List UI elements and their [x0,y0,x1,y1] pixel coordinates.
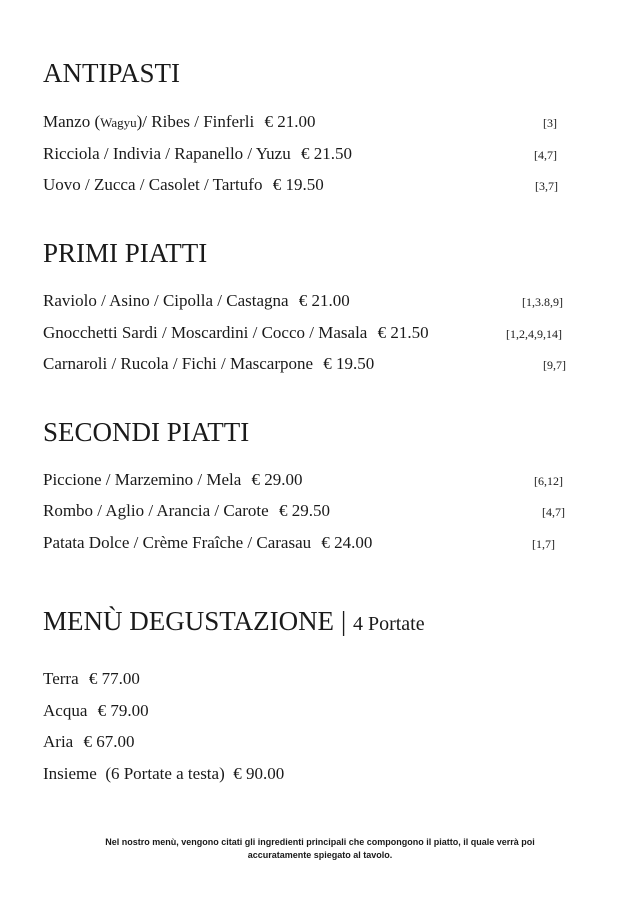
dish-name: Uovo / Zucca / Casolet / Tartufo [43,175,263,194]
dish-name: Piccione / Marzemino / Mela [43,470,242,489]
tasting-price: € 77.00 [88,669,140,688]
dish-price: € 29.50 [278,501,330,520]
menu-item [43,534,372,551]
tasting-name: Terra [43,669,79,688]
allergen-codes: [1,2,4,9,14] [506,327,562,341]
dish-price: € 29.00 [251,470,303,489]
tasting-menu-item [43,765,284,782]
dish-name: Ricciola / Indivia / Rapanello / Yuzu [43,144,291,163]
menu-item [43,471,303,488]
dish-price: € 21.50 [300,144,352,163]
section-title-degustazione [43,608,425,635]
allergen-codes: [1,7] [532,537,555,551]
tasting-name: Aria [43,732,74,751]
allergen-codes: [4,7] [542,505,565,519]
dish-name: Carnaroli / Rucola / Fichi / Mascarpone [43,354,314,373]
allergen-codes: [1,3.8,9] [522,295,563,309]
tasting-menu-item [43,702,149,719]
dish-name: Gnocchetti Sardi / Moscardini / Cocco / Masala [43,323,368,342]
allergen-codes: [4,7] [534,148,557,162]
dish-name: Patata Dolce / Crème Fraîche / Carasau [43,533,312,552]
tasting-menu-item [43,670,140,687]
dish-price: € 19.50 [272,175,324,194]
section-title-antipasti: ANTIPASTI [43,58,181,88]
tasting-price: € 67.00 [83,732,135,751]
menu-item [43,292,350,309]
dish-name: Manzo ( [43,112,101,131]
dish-name: )/ Ribes / Finferli [136,112,255,131]
menu-item [43,355,374,372]
title-separator: | [340,606,347,636]
allergen-codes: [9,7] [543,358,566,372]
degustazione-title: MENÙ DEGUSTAZIONE [43,606,335,636]
tasting-price: € 90.00 [233,764,285,783]
section-title-secondi: SECONDI PIATTI [43,417,250,447]
menu-item [43,176,324,193]
footer-line: Nel nostro menù, vengono citati gli ingredienti principali che compongono il piatto, il quale verrà poi [105,837,535,847]
tasting-price: € 79.00 [97,701,149,720]
dish-price: € 21.00 [298,291,350,310]
dish-name-small: Wagyu [100,115,137,130]
dish-price: € 24.00 [321,533,373,552]
menu-item [43,324,429,341]
menu-item [43,502,330,519]
dish-price: € 21.50 [377,323,429,342]
tasting-name: Insieme (6 Portate a testa) [43,764,225,783]
allergen-codes: [6,12] [534,474,563,488]
footer-line: accuratamente spiegato al tavolo. [247,850,393,860]
dish-price: € 21.00 [264,112,316,131]
allergen-codes: [3,7] [535,179,558,193]
dish-price: € 19.50 [323,354,375,373]
menu-item [43,113,315,130]
dish-name: Rombo / Aglio / Arancia / Carote [43,501,269,520]
degustazione-subtitle: 4 Portate [352,613,425,635]
menu-item [43,145,352,162]
dish-name: Raviolo / Asino / Cipolla / Castagna [43,291,289,310]
footer-note [40,836,600,862]
allergen-codes: [3] [543,116,557,130]
tasting-menu-item [43,733,134,750]
section-title-primi: PRIMI PIATTI [43,238,208,268]
tasting-name: Acqua [43,701,88,720]
